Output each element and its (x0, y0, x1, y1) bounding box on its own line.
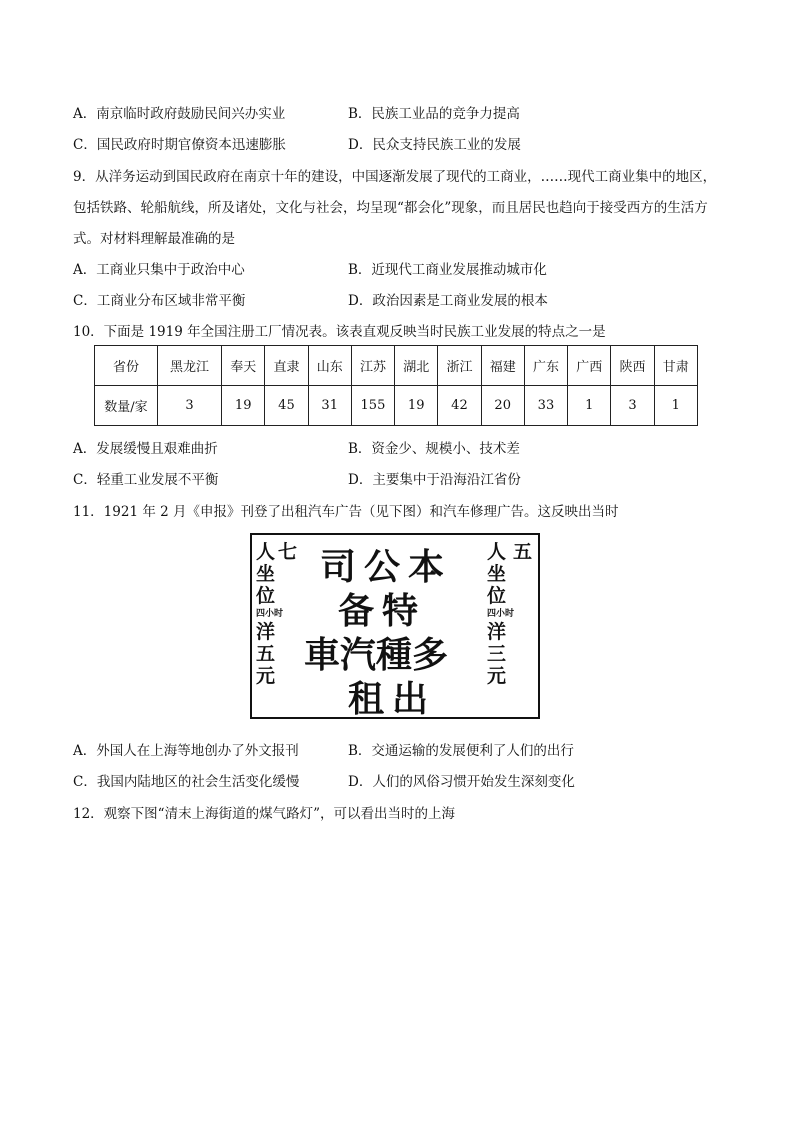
province-cell: 福建 (481, 346, 524, 386)
q10-option-d: D．主要集中于沿海沿江省份 (348, 472, 521, 488)
ad-right-char: 位 (486, 585, 506, 607)
q9-option-a: A．工商业只集中于政治中心 (73, 262, 245, 278)
count-cell: 45 (265, 386, 308, 426)
taxi-advertisement (250, 533, 540, 719)
q9-option-d: D．政治因素是工商业发展的根本 (348, 293, 548, 309)
count-cell: 31 (308, 386, 351, 426)
q10-stem: 10．下面是 1919 年全国注册工厂情况表。该表直观反映当时民族工业发展的特点之一是 (73, 324, 606, 340)
ad-left-small: 四小时 (256, 609, 284, 619)
count-cell: 3 (158, 386, 222, 426)
count-cell: 33 (524, 386, 567, 426)
ad-right-char: 元 (486, 665, 506, 687)
q11-option-d: D．人们的风俗习惯开始发生深刻变化 (348, 774, 575, 790)
q10-option-c: C．轻重工业发展不平衡 (73, 472, 219, 488)
q11-option-a: A．外国人在上海等地创办了外文报刊 (73, 743, 299, 759)
ad-left-top: 七 (278, 541, 298, 563)
province-cell: 直隶 (265, 346, 308, 386)
q8-option-b: B．民族工业品的竞争力提高 (348, 106, 520, 122)
count-cell: 19 (395, 386, 438, 426)
table-header-row (95, 346, 698, 386)
ad-left-char: 坐 (256, 563, 276, 585)
ad-line-3: 車汽種多 (304, 634, 449, 676)
table-row-label: 数量/家 (95, 386, 158, 426)
q11-option-b: B．交通运输的发展便利了人们的出行 (348, 743, 574, 759)
ad-right-column (487, 541, 514, 687)
count-cell: 20 (481, 386, 524, 426)
ad-right-top: 五 (512, 541, 532, 563)
ad-left-char: 元 (256, 665, 276, 687)
province-cell: 广东 (524, 346, 567, 386)
province-cell: 湖北 (395, 346, 438, 386)
count-cell: 1 (654, 386, 697, 426)
q12-stem: 12．观察下图“清末上海街道的煤气路灯”，可以看出当时的上海 (73, 806, 455, 822)
ad-left-char: 洋 (256, 621, 276, 643)
q9-option-c: C．工商业分布区域非常平衡 (73, 293, 246, 309)
province-cell: 浙江 (438, 346, 481, 386)
province-cell: 江苏 (351, 346, 394, 386)
province-cell: 黑龙江 (158, 346, 222, 386)
province-cell: 山东 (308, 346, 351, 386)
ad-right-small: 四小时 (486, 609, 514, 619)
ad-line-2: 备特 (338, 590, 427, 632)
q10-option-b: B．资金少、规模小、技术差 (348, 441, 520, 457)
count-cell: 3 (611, 386, 654, 426)
q9-stem-line2: 包括铁路、轮船航线，所及诸处，文化与社会，均呈现“都会化”现象，而且居民也趋向于接受西方的生活方 (73, 200, 708, 216)
count-cell: 19 (222, 386, 265, 426)
q11-stem: 11．1921 年 2 月《申报》刊登了出租汽车广告（见下图）和汽车修理广告。这反映出当时 (73, 504, 619, 520)
q9-stem-line1: 9．从洋务运动到国民政府在南京十年的建设，中国逐渐发展了现代的工商业，……现代工商业集中的地区， (73, 169, 717, 185)
ad-left-char: 五 (256, 643, 276, 665)
ad-right-char: 人 (486, 541, 506, 563)
q8-option-d: D．民众支持民族工业的发展 (348, 137, 521, 153)
ad-right-char: 洋 (486, 621, 506, 643)
province-cell: 广西 (568, 346, 611, 386)
q9-option-b: B．近现代工商业发展推动城市化 (348, 262, 547, 278)
province-cell: 陕西 (611, 346, 654, 386)
province-cell: 奉天 (222, 346, 265, 386)
ad-right-char: 三 (486, 643, 506, 665)
factory-table (94, 345, 698, 426)
ad-right-char: 坐 (486, 563, 506, 585)
q8-option-a: A．南京临时政府鼓励民间兴办实业 (73, 106, 286, 122)
count-cell: 1 (568, 386, 611, 426)
ad-left-char: 人 (256, 541, 276, 563)
ad-line-4: 租出 (348, 678, 437, 719)
table-data-row (95, 386, 698, 426)
count-cell: 155 (351, 386, 394, 426)
table-header-label: 省份 (95, 346, 158, 386)
q11-option-c: C．我国内陆地区的社会生活变化缓慢 (73, 774, 300, 790)
q9-stem-line3: 式。对材料理解最准确的是 (73, 231, 235, 247)
count-cell: 42 (438, 386, 481, 426)
ad-left-char: 位 (256, 585, 276, 607)
ad-line-1: 司公本 (320, 546, 453, 588)
q8-option-c: C．国民政府时期官僚资本迅速膨胀 (73, 137, 286, 153)
province-cell: 甘肃 (654, 346, 697, 386)
q10-option-a: A．发展缓慢且艰难曲折 (73, 441, 218, 457)
